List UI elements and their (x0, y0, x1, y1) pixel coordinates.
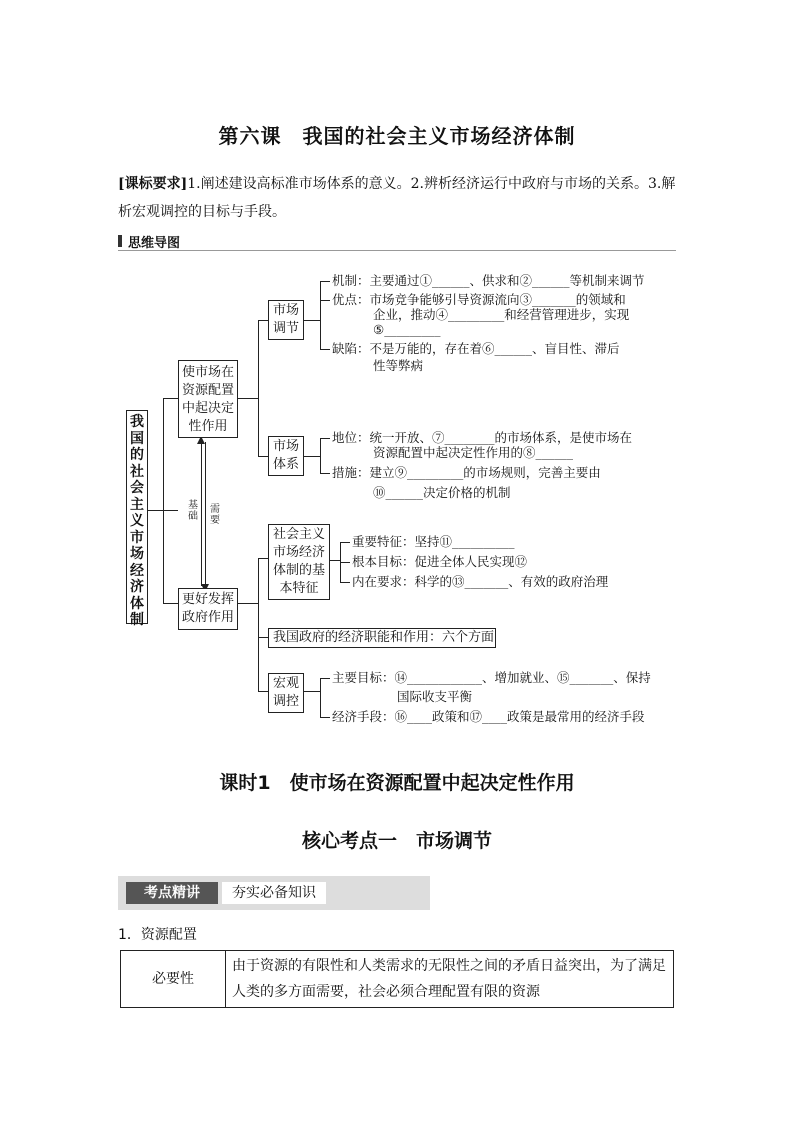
mindmap-header (118, 232, 676, 251)
requirements-text: 1.阐述建设高标准市场体系的意义。2.辨析经济运行中政府与市场的关系。3.解析宏观调控的目标与手段。 (118, 176, 676, 220)
section-heading: 1．资源配置 (118, 927, 197, 943)
mindmap-label: 思维导图 (128, 236, 181, 251)
system-status-line-1: 地位：统一开放、⑦________的市场体系，是使市场在 (332, 430, 633, 445)
mindmap-root: 我国的社会主义市场经济体制 (126, 410, 148, 624)
important-feature: 重要特征：坚持⑪__________ (352, 534, 515, 549)
defect-line-2: 性等弊病 (373, 358, 424, 373)
resource-allocation-table (120, 950, 674, 1008)
node-market-regulation: 市场调节 (268, 300, 304, 340)
banner-right: 夯实必备知识 (222, 882, 326, 904)
key-point-banner (118, 876, 430, 910)
banner-left: 考点精讲 (126, 882, 218, 904)
requirements-tag: [课标要求] (118, 176, 188, 192)
core-point-title: 核心考点一 市场调节 (301, 830, 492, 852)
table-row (121, 951, 674, 1008)
advantage-line-1: 优点：市场竞争能够引导资源流向③_______的领域和 (332, 292, 626, 307)
advantage-line-3: ⑤_________ (373, 322, 441, 337)
mechanism-text: 机制：主要通过①______、供求和②______等机制来调节 (332, 273, 645, 288)
macro-means: 经济手段：⑯____政策和⑰____政策是最常用的经济手段 (332, 709, 645, 724)
node-market-system: 市场体系 (268, 436, 304, 476)
inner-requirement: 内在要求：科学的⑬_______、有效的政府治理 (352, 574, 609, 589)
lesson-title: 课时1 使市场在资源配置中起决定性作用 (219, 772, 575, 794)
node-macro-control: 宏观调控 (268, 673, 304, 713)
fundamental-goal: 根本目标：促进全体人民实现⑫ (352, 554, 528, 569)
link-right-label: 需要 (210, 504, 220, 526)
chapter-title: 第六课 我国的社会主义市场经济体制 (218, 124, 576, 148)
system-measure-line-1: 措施：建立⑨_________的市场规则，完善主要由 (332, 465, 601, 480)
advantage-line-2: 企业，推动④_________和经营管理进步，实现 (373, 307, 630, 322)
table-key: 必要性 (121, 951, 226, 1008)
curriculum-requirements (118, 170, 684, 226)
link-left-label: 基础 (188, 500, 198, 522)
system-status-line-2: 资源配置中起决定性作用的⑧______ (373, 445, 574, 460)
node-market-decisive-role: 使市场在资源配置中起决定性作用 (178, 360, 238, 438)
node-economic-functions: 我国政府的经济职能和作用：六个方面 (268, 628, 496, 648)
system-measure-line-2: ⑩______决定价格的机制 (373, 485, 511, 500)
macro-goals-line-1: 主要目标：⑭____________、增加就业、⑮_______、保持 (332, 670, 651, 685)
table-value: 由于资源的有限性和人类需求的无限性之间的矛盾日益突出，为了满足人类的多方面需要，社会必须合理配置有限的资源 (226, 951, 674, 1008)
node-socialist-features: 社会主义市场经济体制的基本特征 (268, 524, 330, 600)
defect-line-1: 缺陷：不是万能的，存在着⑥______、盲目性、滞后 (332, 341, 620, 356)
section-marker (118, 235, 122, 247)
macro-goals-line-2: 国际收支平衡 (397, 689, 473, 704)
node-government-role: 更好发挥政府作用 (178, 588, 238, 630)
